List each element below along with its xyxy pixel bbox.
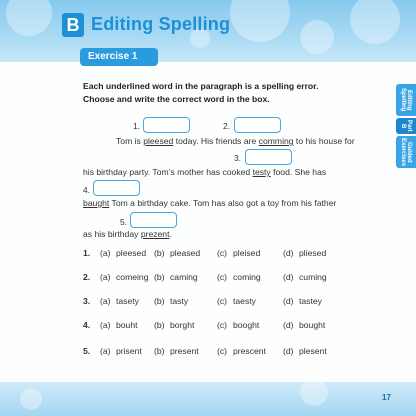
option-letter: (b) [154,272,165,282]
section-letter-badge: B [62,13,84,37]
question-number: 4. [83,320,91,330]
question-row [83,346,383,360]
side-tab-part[interactable] [396,118,416,134]
error-word: comming [258,136,294,146]
error-word: testy [252,167,271,177]
option-letter: (c) [217,272,228,282]
option-letter: (c) [217,248,228,258]
error-word: pleesed [143,136,174,146]
question-row [83,320,383,334]
option-word: coming [233,272,261,282]
answer-box-3[interactable] [245,149,292,165]
decor-bubble [300,20,334,54]
blank-number: 2. [223,121,230,131]
decor-bubble [300,378,328,406]
blank-number: 3. [234,153,241,163]
option-word: pleised [233,248,261,258]
footer-band [0,382,416,416]
exercise-label: Exercise 1 [80,48,158,66]
option-letter: (b) [154,248,165,258]
option-letter: (b) [154,320,165,330]
option-letter: (d) [283,320,294,330]
option-letter: (a) [100,320,111,330]
option-word: caming [170,272,198,282]
option-word: tasty [170,296,189,306]
option-letter: (d) [283,346,294,356]
option-word: bouht [116,320,138,330]
option-letter: (a) [100,248,111,258]
question-number: 5. [83,346,91,356]
option-letter: (b) [154,346,165,356]
blank-number: 5. [120,217,127,227]
option-word: comeing [116,272,149,282]
question-row [83,296,383,310]
side-tab-guided-exercises[interactable] [396,136,416,168]
instructions-text: Each underlined word in the paragraph is a spelling error. Choose and write the correct word in the box. [83,81,319,104]
option-word: plesent [299,346,327,356]
option-word: pleesed [116,248,147,258]
error-word: prezent [140,229,170,239]
option-letter: (a) [100,272,111,282]
option-letter: (c) [217,320,228,330]
side-tab-editing-spelling[interactable] [396,84,416,116]
side-tab-label: Editing Spelling [400,88,412,112]
question-number: 1. [83,248,91,258]
passage-line: Tom is pleesed today. His friends are comming to his house for [116,136,355,146]
side-tab-label: Guided Exercises [400,137,412,167]
question-number: 2. [83,272,91,282]
option-word: booght [233,320,260,330]
option-letter: (a) [100,296,111,306]
decor-bubble [350,0,400,44]
option-word: cuming [299,272,327,282]
option-letter: (c) [217,346,228,356]
blank-number: 1. [133,121,140,131]
question-row [83,272,383,286]
passage-line: his birthday party. Tom’s mother has cooked testy food. She has [83,167,327,177]
answer-box-4[interactable] [93,180,140,196]
error-word: baught [83,198,110,208]
option-word: borght [170,320,195,330]
option-word: present [170,346,199,356]
answer-box-5[interactable] [130,212,177,228]
option-word: prisent [116,346,142,356]
blank-number: 4. [83,185,90,195]
option-letter: (c) [217,296,228,306]
option-letter: (b) [154,296,165,306]
passage-line: baught Tom a birthday cake. Tom has also got a toy from his father [83,198,337,208]
answer-box-1[interactable] [143,117,190,133]
question-number: 3. [83,296,91,306]
page-number: 17 [382,393,391,402]
option-letter: (d) [283,296,294,306]
decor-bubble [20,388,42,410]
option-letter: (d) [283,248,294,258]
decor-bubble [230,0,290,42]
decor-bubble [6,0,52,36]
side-tab-label: Part B [400,120,412,132]
option-word: prescent [233,346,266,356]
option-word: taesty [233,296,256,306]
answer-box-2[interactable] [234,117,281,133]
option-word: tasety [116,296,139,306]
option-word: pliesed [299,248,327,258]
question-row [83,248,383,262]
option-letter: (a) [100,346,111,356]
section-title: Editing Spelling [91,14,231,34]
option-word: tastey [299,296,322,306]
passage-line: as his birthday prezent. [83,229,172,239]
option-letter: (d) [283,272,294,282]
option-word: bought [299,320,326,330]
option-word: pleased [170,248,201,258]
